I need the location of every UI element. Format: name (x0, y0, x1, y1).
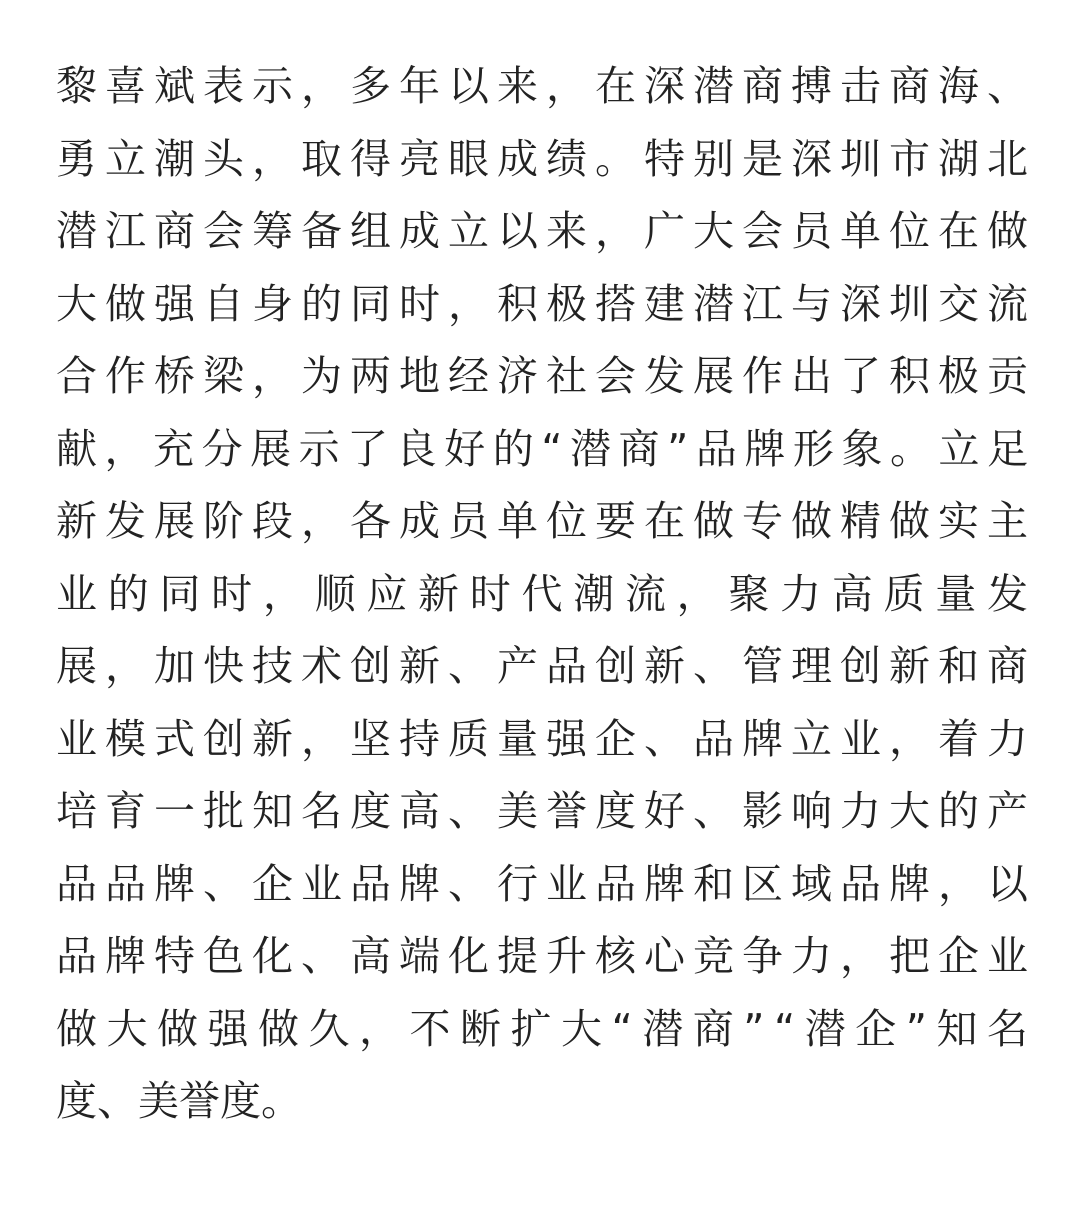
paragraph-line: 品牌特色化、高端化提升核心竞争力，把企业 (56, 932, 1036, 980)
paragraph-line: 大做强自身的同时，积极搭建潜江与深圳交流 (56, 279, 1036, 328)
paragraph-line: 黎喜斌表示，多年以来，在深潜商搏击商海、 (56, 62, 1036, 110)
paragraph-line: 新发展阶段，各成员单位要在做专做精做实主 (56, 497, 1036, 545)
paragraph-line: 业模式创新，坚持质量强企、品牌立业，着力 (56, 714, 1036, 763)
paragraph-line: 度、美誉度。 (56, 1077, 302, 1125)
paragraph-line: 培育一批知名度高、美誉度好、影响力大的产 (56, 787, 1036, 835)
paragraph-line: 业的同时，顺应新时代潮流，聚力高质量发 (56, 569, 1039, 618)
paragraph-line: 做大做强做久，不断扩大“潜商”“潜企”知名 (56, 1004, 1038, 1053)
paragraph-line: 献，充分展示了良好的“潜商”品牌形象。立足 (56, 424, 1036, 473)
paragraph-line: 品品牌、企业品牌、行业品牌和区域品牌，以 (56, 859, 1036, 908)
article-paragraph (56, 50, 1039, 1138)
paragraph-line: 勇立潮头，取得亮眼成绩。特别是深圳市湖北 (56, 134, 1036, 183)
paragraph-line: 展，加快技术创新、产品创新、管理创新和商 (56, 642, 1036, 690)
paragraph-line: 潜江商会筹备组成立以来，广大会员单位在做 (56, 207, 1036, 255)
paragraph-line: 合作桥梁，为两地经济社会发展作出了积极贡 (56, 352, 1036, 400)
